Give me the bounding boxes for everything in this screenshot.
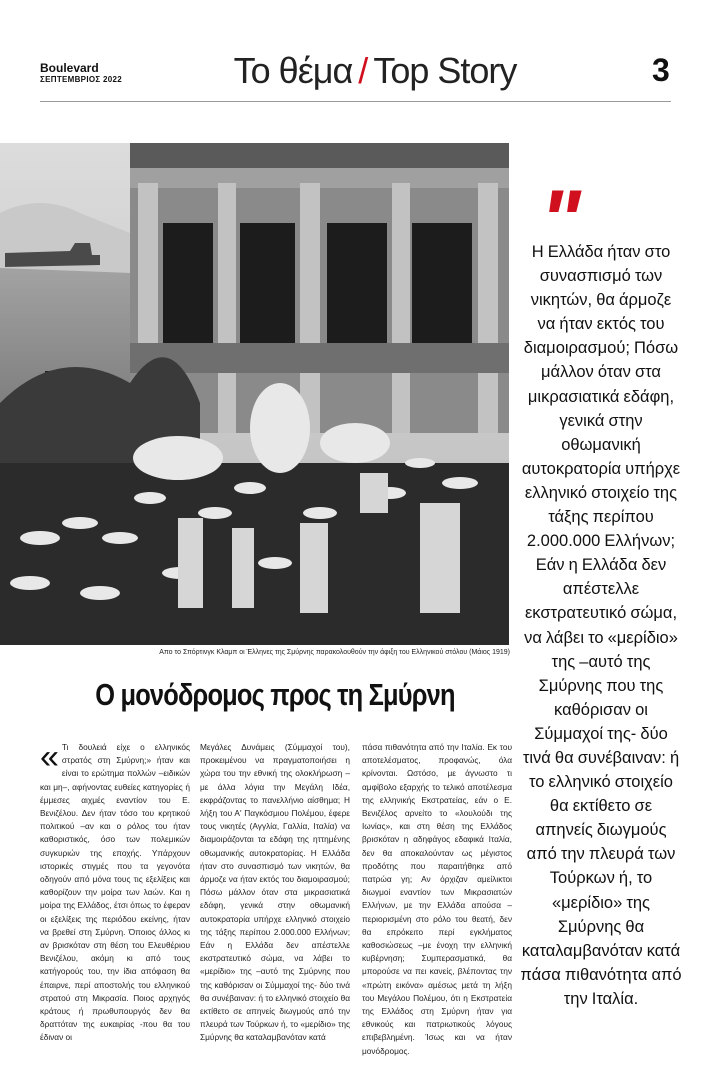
article-column-1 xyxy=(40,738,190,1045)
pullquote-mark: " xyxy=(540,173,575,269)
section-title xyxy=(160,50,590,92)
historic-photo xyxy=(0,143,509,645)
article-column-3: πάσα πιθανότητα από την Ιταλία. Εκ του αποτελέσματος, προφανώς, όλα κρίνονται. Ωστόσο, με άγνωστο τι αμφίβολο εξαρχής το τελικό αποτέλεσμα της ελληνικής Εκστρατείας, εάν ο Ε. Βενιζέλος αρνείτο το «λουλούδι της Ιωνίας», και στη θέση της Ελλάδος βρισκόταν η αδηφάγος εδαφικά Ιταλία, δεν θα αποκαλούνταν ως μέγιστος προδότης που παραιτήθηκε από πατρώα γη; Αν όρχιζαν αμείλικτοι διωγμοί εναντίον των Μικρασιατών Ελλήνων, με την Ελλάδα απούσα –περιορισμένη στο ρόλο του θεατή, δεν θα επρόκειτο περί εγκλήματος καθοσιώσεως –με ένοχη την ελληνική κυβέρνηση; Συμπερασματικά, θα μπορούσε να πει κανείς, βλέποντας την «πρώτη εικόνα» αμέσως μετά τη λήξη του Μεγάλου Πολέμου, ότι η Εκστρατεία της Ελλάδος στη Σμύρνη ήταν για εθνικούς και πατριωτικούς λόγους επιβεβλημένη. Ίσως και να ήταν μονόδρομος. xyxy=(362,742,512,1056)
page-number: 3 xyxy=(652,52,670,88)
article-headline: Ο μονόδρομος προς τη Σμύρνη xyxy=(95,677,455,712)
section-title-english: Top Story xyxy=(373,50,517,91)
drop-quote: « xyxy=(40,738,59,776)
article-column-2: Μεγάλες Δυνάμεις (Σύμμαχοί του), προκειμένου να πραγματοποιήσει η χώρα του την εθνική της ολοκλήρωση –με άλλα λόγια την Μεγάλη Ιδέα, εκφράζοντας το πανελλήνιο αίσθημα; Η λήξη του Α' Παγκόσμιου Πολέμου, έφερε τους νικητές (Αγγλία, Γαλλία, Ιταλία) να διαμοιράζονται τα εδάφη της ηττημένης οθωμανικής αυτοκρατορίας. Η Ελλάδα ήταν στο συνασπισμό των νικητών, θα άρμοζε να ήταν εκτός του διαμοιρασμού; Πόσω μάλλον όταν στα μικρασιατικά εδάφη, γενικά στην οθωμανική αυτοκρατορία υπήρχε ελληνικό στοιχείο της τάξης περίπου 2.000.000 Ελλήνων; Εάν η Ελλάδα δεν απέστελλε εκστρατευτικό σώμα, να λάβει το «μερίδιο» της –αυτό της Σμύρνης που της καθόρισαν οι Σύμμαχοί της- δύο τινά θα συνέβαιναν: ή το ελληνικό στοιχείο θα εκτίθετο σε απηνείς διωγμούς από την πλευρά των Τούρκων ή, το «μερίδιο» της Σμύρνης θα καταλαμβανόταν κατά xyxy=(200,742,350,1043)
brand-name: Boulevard xyxy=(40,61,99,75)
pullquote-text: Η Ελλάδα ήταν στο συνασπισμό των νικητών, θα άρμοζε να ήταν εκτός του διαμοιρασμού; Πόσω μάλλον όταν στα μικρασιατικά εδάφη, γενικά στην οθωμανική αυτοκρατορία υπήρχε ελληνικό στοιχείο της τάξης περίπου 2.000.000 Ελλήνων; Εάν η Ελλάδα δεν απέστελλε εκστρατευτικό σώμα, να λάβει το «μερίδιο» της –αυτό της Σμύρνης που της καθόρισαν οι Σύμμαχοί της- δύο τινά θα συνέβαιναν: ή το ελληνικό στοιχείο θα εκτίθετο σε απηνείς διωγμούς από την πλευρά των Τούρκων ή, το «μερίδιο» της Σμύρνης θα καταλαμβανόταν κατά πάσα πιθανότητα από την Ιταλία. xyxy=(520,243,682,1008)
photo-caption: Απο το Σπόρτινγκ Κλαμπ οι Έλληνες της Σμύρνης παρακολουθούν την άφιξη του Ελληνικού στόλου (Μάιος 1919) xyxy=(159,649,510,656)
masthead xyxy=(40,62,180,85)
column-1-text: Τι δουλειά είχε ο ελληνικός στρατός στη Σμύρνη;» ήταν και είναι το ερώτημα πολλών –ειδικών και μη–, αφήνοντας ευθείες κατηγορίες ή έμμεσες αιχμές εναντίον του Ε. Βενιζέλου. Δεν ήταν τόσο του κρητικού πολιτικού –αν και ο ρόλος του ήταν καθοριστικός, όσο των πολεμικών συγκυριών της εποχής. Υπάρχουν ιστορικές στιγμές που τα γεγονότα οδηγούν από μόνα τους τις εξελίξεις και καθορίζουν την μοίρα των λαών. Και η μοίρα της Ελλάδος, έτσι όπως το έφεραν οι εξελίξεις της περιόδου εκείνης, ήταν να βρεθεί στη Σμύρνη. Όποιος άλλος κι αν βρισκόταν στη θέση του Ελευθέριου Βενιζέλου, ακόμη κι από τους κατήγορούς του, την ίδια απόφαση θα έπαιρνε, περί αποστολής του ελληνικού στρατού στη Μικρασία. Ποιος αρχηγός κράτους ή πρωθυπουργός δεν θα δραττόταν της ευκαιρίας -που θα του έδιναν οι xyxy=(40,742,190,1043)
header-rule xyxy=(40,101,671,102)
issue-date: ΣΕΠΤΕΜΒΡΙΟΣ 2022 xyxy=(40,75,122,84)
photo-illustration xyxy=(0,143,509,645)
section-separator: / xyxy=(358,50,368,91)
section-title-greek: Το θέμα xyxy=(233,50,353,91)
